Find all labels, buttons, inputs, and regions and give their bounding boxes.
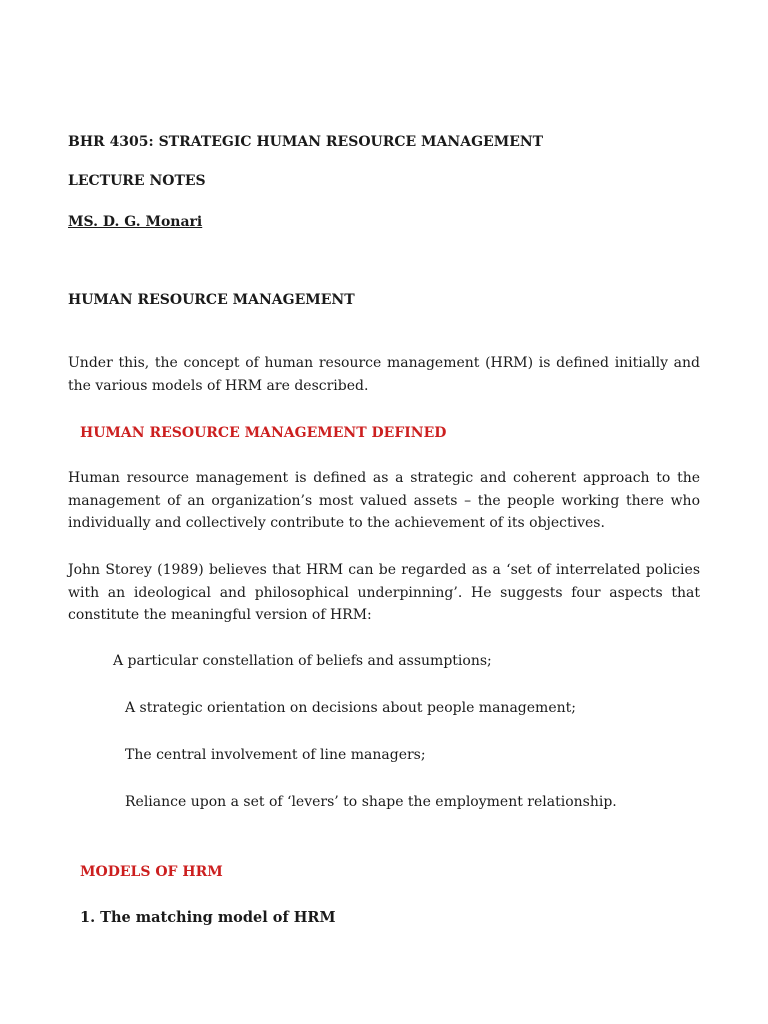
- section-heading-models: MODELS OF HRM: [80, 864, 223, 880]
- author-name: MS. D. G. Monari: [68, 214, 203, 230]
- intro-paragraph: Under this, the concept of human resource management (HRM) is defined initially and the various models of HRM are described.: [68, 355, 700, 394]
- section-heading-hrm-defined: HUMAN RESOURCE MANAGEMENT DEFINED: [80, 425, 447, 441]
- aspect-item: Reliance upon a set of ‘levers’ to shape the employment relationship.: [125, 794, 617, 810]
- aspect-item: A particular constellation of beliefs and assumptions;: [113, 653, 492, 669]
- aspect-item: The central involvement of line managers;: [125, 747, 426, 763]
- aspect-item: A strategic orientation on decisions about people management;: [125, 700, 576, 716]
- subsection-heading-matching-model: 1. The matching model of HRM: [80, 909, 336, 926]
- section-heading-hrm: HUMAN RESOURCE MANAGEMENT: [68, 292, 355, 308]
- definition-paragraph: Human resource management is defined as a strategic and coherent approach to the management of an organization’s most valued assets – the people working there who individually and collectively contribute to the achievement of its objectives.: [68, 470, 700, 531]
- storey-paragraph: John Storey (1989) believes that HRM can be regarded as a ‘set of interrelated policies with an ideological and philosophical underpinning’. He suggests four aspects that constitute the meaningful version of HRM:: [68, 562, 700, 623]
- document-type-label: LECTURE NOTES: [68, 173, 206, 189]
- course-title: BHR 4305: STRATEGIC HUMAN RESOURCE MANAGEMENT: [68, 134, 544, 150]
